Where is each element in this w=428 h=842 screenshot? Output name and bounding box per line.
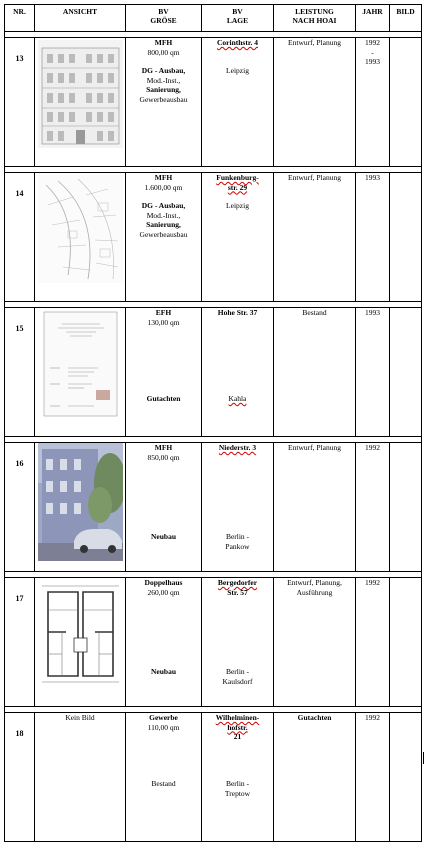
row-location-cell [202,38,274,167]
row-location-cell [202,713,274,842]
row-nr: 14 [5,173,35,302]
header-bv-lage-line2: LAGE [226,16,249,25]
building-detail: Sanierung, [146,220,181,229]
row-size-cell [126,713,202,842]
row-location-cell [202,578,274,707]
row-year-cell: 1993 [356,173,390,302]
header-ansicht: ANSICHT [35,5,126,32]
year: 1993 [365,57,380,66]
building-type: EFH [155,308,172,317]
row-size-cell [126,173,202,302]
building-detail: Bestand [151,779,176,788]
street-address: Corinthstr. 4 [217,38,258,47]
header-leistung-line2: NACH HOAI [292,16,337,25]
row-picture-cell [390,443,422,572]
row-service-cell: Bestand [274,308,356,437]
year-separator: - [371,47,374,57]
street-address: Str. 57 [227,587,248,597]
row-location-cell [202,173,274,302]
street-address: Hohe Str. 37 [217,308,258,317]
row-year-cell: 1992 [356,713,390,842]
city-line: Berlin - [225,667,250,676]
row-image-cell [35,173,126,302]
building-type: MFH [154,173,173,182]
building-type: MFH [154,38,173,47]
header-bv-groesse-line1: BV [158,7,169,16]
row-location-cell [202,308,274,437]
header-bild: BILD [390,5,422,32]
street-address: 21 [233,732,242,741]
row-nr: 13 [5,38,35,167]
building-area: 130,00 qm [147,317,180,327]
building-area: 260,00 qm [147,587,180,597]
building-detail: Gewerbeausbau [139,94,188,104]
header-bv-lage [202,5,274,32]
service-line: Ausführung [296,587,333,597]
building-detail: Sanierung, [146,85,181,94]
table-row [5,38,422,167]
building-detail: Gutachten [146,394,181,403]
building-area: 850,00 qm [147,452,180,462]
city: Leipzig [226,65,249,75]
city [202,667,273,686]
city-line: Kaulsdorf [222,676,253,686]
city [202,532,273,551]
table-row [5,713,422,842]
building-detail: DG - Ausbau, [141,201,186,210]
street-address: Bergedorfer [217,578,258,587]
city-line: Berlin - [225,532,250,541]
row-picture-cell [390,38,422,167]
building-photo-image [38,443,123,561]
row-service-cell: Entwurf, Planung [274,443,356,572]
building-detail: Neubau [150,667,176,676]
row-picture-cell [390,173,422,302]
header-bv-groesse-line2: GRÖSE [150,16,177,25]
building-detail: DG - Ausbau, [141,66,186,75]
building-type: Gewerbe [149,713,178,722]
row-year-cell: 1992 [356,443,390,572]
building-area: 1.600,00 qm [144,182,183,192]
row-picture-cell [390,713,422,842]
floor-plan-image [38,580,123,688]
table-row [5,173,422,302]
row-image-cell [35,308,126,437]
building-detail: Gewerbeausbau [139,229,188,239]
header-bv-groesse [126,5,202,32]
table-row [5,308,422,437]
building-area: 800,00 qm [147,47,180,57]
row-service-cell: Entwurf, Planung [274,38,356,167]
header-jahr: JAHR [356,5,390,32]
street-address: hofstr. [227,722,248,732]
city-line: Berlin - [225,779,250,788]
row-nr: 18 [5,713,35,842]
row-image-cell [35,443,126,572]
city-line: Treptow [224,788,251,798]
header-leistung [274,5,356,32]
row-service-cell: Gutachten [274,713,356,842]
table-row [5,578,422,707]
header-nr: NR. [5,5,35,32]
header-row [5,5,422,32]
city: Kahla [228,394,247,403]
street-address: Wilhelminen- [215,713,260,722]
reference-table [4,4,422,842]
no-image-label: Kein Bild [35,713,126,842]
row-location-cell [202,443,274,572]
city: Leipzig [226,201,249,210]
row-service-cell [274,578,356,707]
header-bv-lage-line1: BV [232,7,243,16]
street-address: Funkenburg- [216,173,259,182]
floor-plan-image [38,175,123,283]
service-line: Entwurf, Planung, [287,578,342,587]
building-area: 110,00 qm [147,722,180,732]
row-year-cell: 1993 [356,308,390,437]
building-detail: Mod.-Inst., [146,75,181,85]
row-size-cell [126,443,202,572]
page-edge-mark [423,752,424,764]
street-address: Niederstr. 3 [218,443,257,452]
street-address: str. 29 [227,182,248,192]
row-nr: 16 [5,443,35,572]
row-nr: 17 [5,578,35,707]
building-facade-image [38,40,123,148]
building-type: Doppelhaus [144,578,183,587]
row-size-cell [126,38,202,167]
row-size-cell [126,308,202,437]
row-service-cell: Entwurf, Planung [274,173,356,302]
row-year-cell: 1992 [356,578,390,707]
row-size-cell [126,578,202,707]
row-year-cell [356,38,390,167]
table-row [5,443,422,572]
row-image-cell [35,38,126,167]
building-detail: Neubau [150,532,176,541]
row-image-cell [35,578,126,707]
year: 1992 [365,38,380,47]
row-nr: 15 [5,308,35,437]
row-picture-cell [390,578,422,707]
building-detail: Mod.-Inst., [146,210,181,220]
city-line: Pankow [225,541,250,551]
building-type: MFH [154,443,173,452]
row-picture-cell [390,308,422,437]
report-document-image [38,310,123,418]
city [202,779,273,798]
header-leistung-line1: LEISTUNG [295,7,334,16]
